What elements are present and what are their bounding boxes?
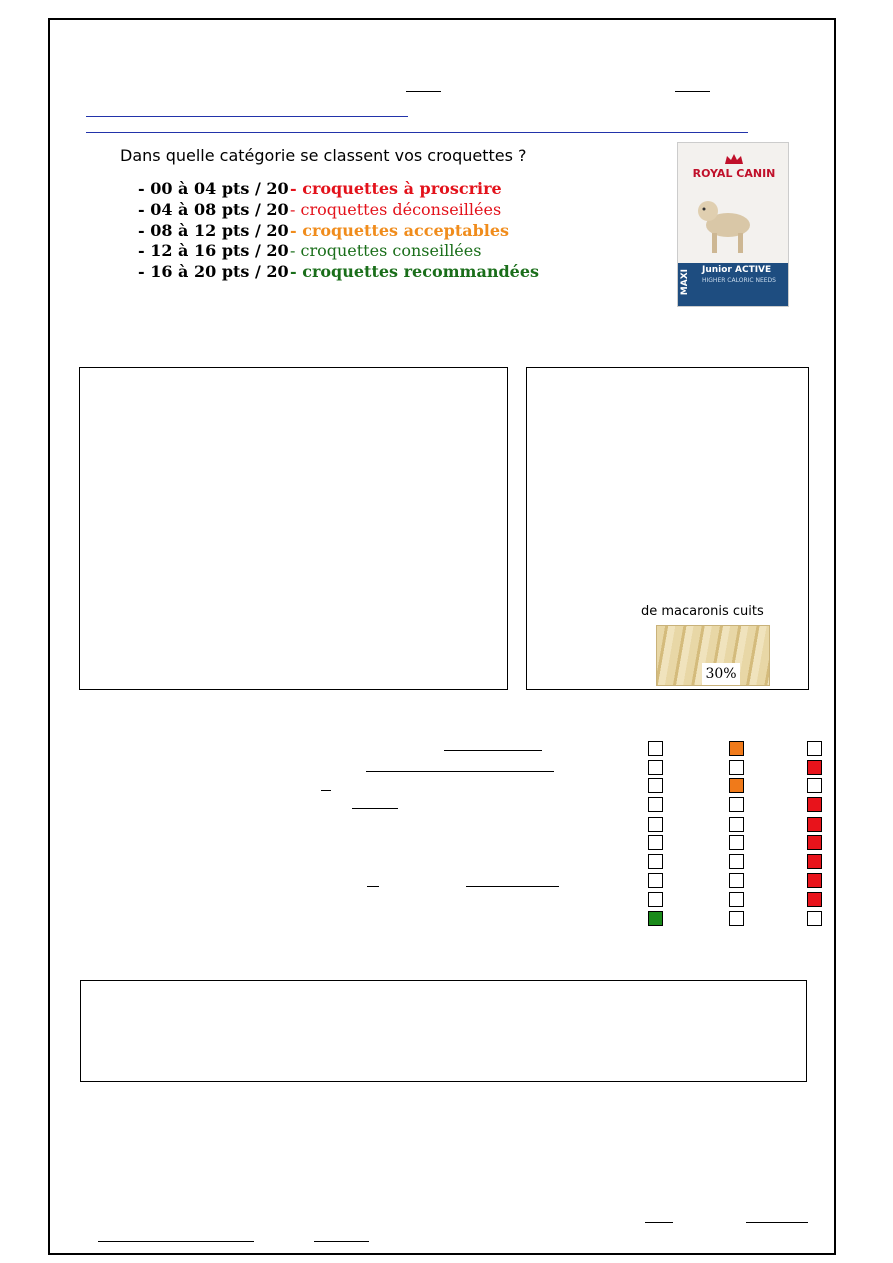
header-blank-1 [406, 91, 441, 92]
footer-line-4 [314, 1241, 369, 1242]
dog-icon [690, 189, 760, 259]
product-image [677, 142, 789, 307]
score-checkbox[interactable] [648, 854, 663, 869]
score-checkbox[interactable] [648, 760, 663, 775]
score-checkbox[interactable] [729, 911, 744, 926]
score-checkbox[interactable] [648, 873, 663, 888]
answer-line-3 [321, 790, 331, 791]
answer-line-6 [466, 886, 559, 887]
category-row [138, 262, 539, 283]
footer-line-1 [645, 1222, 673, 1223]
header-link-line [86, 116, 408, 117]
score-checkbox[interactable] [729, 741, 744, 756]
score-checkbox[interactable] [729, 778, 744, 793]
score-checkbox[interactable] [807, 817, 822, 832]
product-name: Junior ACTIVE [702, 265, 772, 275]
score-checkbox[interactable] [807, 797, 822, 812]
score-checkbox[interactable] [648, 892, 663, 907]
answer-line-5 [367, 886, 379, 887]
product-range: MAXI [680, 269, 690, 296]
score-checkbox[interactable] [729, 873, 744, 888]
answer-line-1 [444, 750, 542, 751]
score-checkbox[interactable] [729, 760, 744, 775]
score-checkbox[interactable] [729, 835, 744, 850]
footer-line-3 [98, 1241, 254, 1242]
left-answer-box [79, 367, 508, 690]
footer-line-2 [746, 1222, 808, 1223]
score-checkbox[interactable] [648, 835, 663, 850]
score-checkbox[interactable] [729, 854, 744, 869]
conclusion-box [80, 980, 807, 1082]
macaroni-percent: 30% [702, 663, 740, 685]
header-long-line [86, 132, 748, 133]
category-row [138, 179, 539, 200]
category-range: - 00 à 04 pts / 20 [138, 179, 289, 198]
category-range: - 08 à 12 pts / 20 [138, 220, 289, 240]
score-checkbox[interactable] [648, 911, 663, 926]
category-range: - 16 à 20 pts / 20 [138, 262, 289, 282]
score-checkbox[interactable] [648, 797, 663, 812]
category-row [138, 200, 539, 221]
macaroni-caption: de macaronis cuits [641, 604, 764, 619]
category-range: - 12 à 16 pts / 20 [138, 241, 289, 261]
score-checkbox[interactable] [807, 835, 822, 850]
score-checkbox[interactable] [648, 817, 663, 832]
category-label: - croquettes déconseillées [290, 199, 502, 219]
score-checkbox[interactable] [807, 741, 822, 756]
score-checkbox[interactable] [729, 797, 744, 812]
answer-line-4 [352, 808, 398, 809]
crown-icon [724, 153, 744, 165]
score-checkbox[interactable] [807, 854, 822, 869]
score-checkbox[interactable] [729, 817, 744, 832]
category-row [138, 221, 539, 242]
score-checkbox[interactable] [807, 760, 822, 775]
category-label: - croquettes à proscrire [290, 179, 502, 198]
header-blank-2 [675, 91, 710, 92]
category-row [138, 241, 539, 262]
category-list [138, 179, 539, 283]
category-label: - croquettes recommandées [290, 262, 540, 282]
score-checkbox[interactable] [807, 892, 822, 907]
score-checkbox[interactable] [648, 741, 663, 756]
score-checkbox[interactable] [807, 911, 822, 926]
category-label: - croquettes acceptables [290, 220, 510, 240]
score-checkbox[interactable] [807, 873, 822, 888]
score-checkbox[interactable] [648, 778, 663, 793]
product-brand: ROYAL CANIN [692, 167, 776, 180]
category-question: Dans quelle catégorie se classent vos croquettes ? [120, 146, 527, 165]
score-checkbox[interactable] [729, 892, 744, 907]
product-subtitle: HIGHER CALORIC NEEDS [702, 277, 776, 284]
category-label: - croquettes conseillées [290, 241, 482, 261]
score-checkbox[interactable] [807, 778, 822, 793]
category-range: - 04 à 08 pts / 20 [138, 199, 289, 219]
answer-line-2 [366, 771, 554, 772]
